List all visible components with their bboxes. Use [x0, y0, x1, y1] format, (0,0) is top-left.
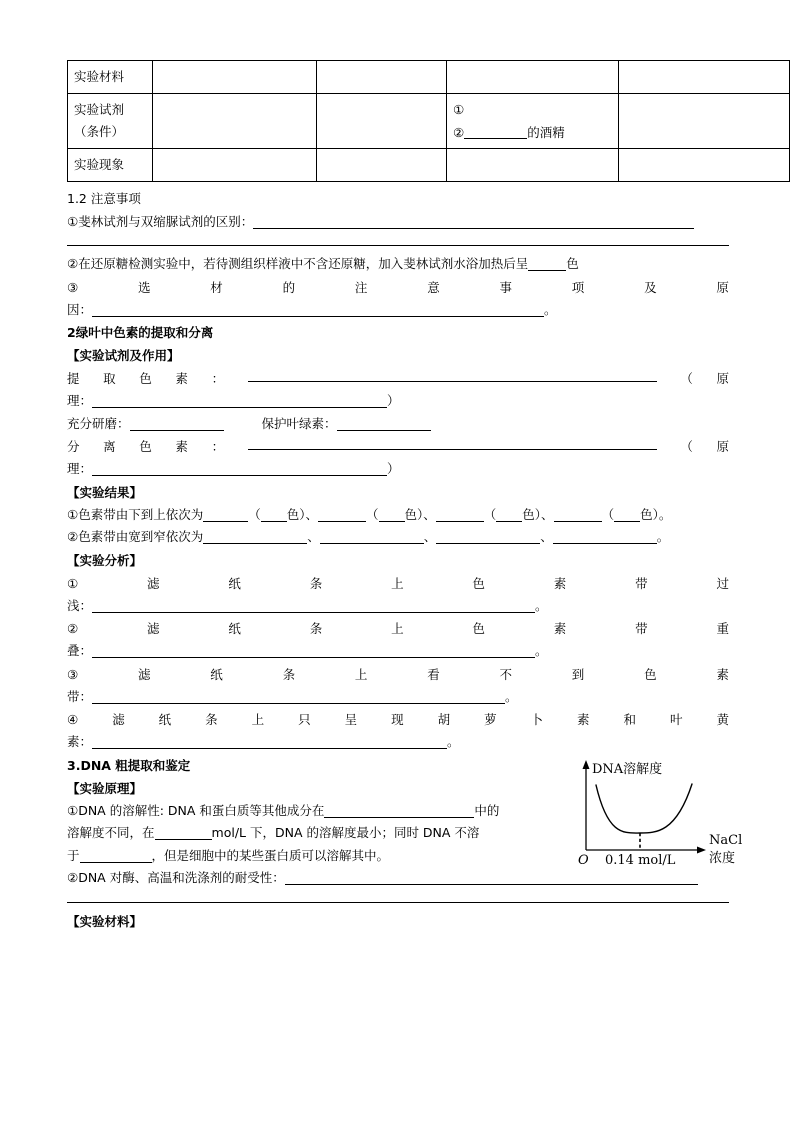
analysis-item-4-continued [67, 731, 729, 754]
notes-item-1-label: ①斐林试剂与双缩脲试剂的区别： [67, 213, 254, 229]
table-cell-label-material [68, 61, 153, 94]
separate-paren-open: （ [680, 439, 693, 454]
analysis-4-char: 黄 [716, 712, 729, 727]
chart-x-label-line2: 浓度 [709, 850, 736, 866]
table-row [68, 61, 790, 94]
table-cell[interactable] [619, 149, 790, 182]
dna-principle-2a: 溶解度不同，在 [67, 825, 155, 840]
paren-open: （ [366, 506, 379, 522]
analysis-3-char: 滤 [138, 666, 151, 682]
result-1-prefix: ①色素带由下到上依次为 [67, 506, 204, 522]
separate-principle-label: 理： [67, 461, 93, 476]
dna-tolerance-blank[interactable] [285, 870, 698, 885]
paren-close-last: 色）。 [640, 506, 672, 522]
dna-solubility-svg [572, 754, 752, 866]
notes-item-3-end: 。 [544, 301, 557, 317]
table-row [68, 149, 790, 182]
analysis-1-char: 上 [391, 575, 404, 591]
table-cell-label-reagent [68, 94, 153, 149]
extract-pigment-row [67, 367, 729, 390]
dna-principle-4-label: ②DNA 对酶、高温和洗涤剂的耐受性： [67, 870, 285, 885]
analysis-4-cont-label: 素： [67, 734, 93, 749]
extract-pigment-blank[interactable] [248, 367, 657, 382]
analysis-3-char: 到 [571, 666, 585, 682]
extract-principle-close: ） [387, 393, 400, 408]
separate-pigment-row [67, 435, 729, 458]
notes-item-3 [67, 276, 729, 299]
notes-heading: 1.2 注意事项 [67, 191, 141, 206]
analysis-1-char: 过 [716, 575, 729, 591]
table-cell[interactable] [153, 149, 317, 182]
analysis-3-char: 看 [427, 666, 440, 682]
analysis-item-4 [67, 708, 729, 731]
analysis-item-3-continued [67, 686, 729, 709]
result-2-sep: 、 [540, 529, 553, 544]
separate-principle-row [67, 458, 729, 481]
result-2-end: 。 [656, 529, 670, 544]
analysis-2-char: ② [67, 621, 79, 636]
notes-item-1 [67, 211, 729, 234]
table-cell[interactable] [153, 94, 317, 149]
analysis-1-char: 色 [472, 575, 485, 591]
result-1-blank-3[interactable] [436, 507, 484, 522]
analysis-4-char: 素 [577, 712, 590, 727]
chart-y-arrow-icon [583, 760, 590, 769]
table-label-text: 实验现象 [74, 157, 125, 172]
result-1-blank-4[interactable] [554, 507, 602, 522]
dna-solvent-blank[interactable] [324, 803, 474, 818]
separate-label-char: 色 [139, 439, 152, 454]
extract-label-char: 色 [139, 371, 152, 386]
analysis-1-blank[interactable] [92, 598, 535, 613]
chart-x-arrow-icon [697, 846, 706, 853]
document-content [67, 60, 743, 933]
analysis-2-char: 重 [716, 621, 729, 636]
notes-item-2-text-a: ②在还原糖检测实验中，若待测组织样液中不含还原糖，加入斐林试剂水浴加热后呈 [67, 256, 529, 271]
section3-heading: 3.DNA 粗提取和鉴定 [67, 757, 191, 773]
analysis-3-cont-label: 带： [67, 688, 93, 704]
analysis-3-char: 不 [499, 666, 512, 682]
notes-item-3-char: 事 [499, 279, 512, 295]
table-label-text: 实验材料 [74, 69, 125, 84]
paren-close: 色）、 [522, 506, 554, 522]
table-cell[interactable] [317, 149, 447, 182]
extract-label-char: ： [211, 371, 225, 386]
section2-results-heading: 【实验结果】 [67, 484, 143, 500]
extract-principle-row [67, 390, 729, 413]
analysis-2-char: 纸 [228, 621, 241, 636]
notes-item-3-char: 原 [716, 279, 729, 295]
protect-blank[interactable] [337, 416, 431, 431]
paren-open: （ [483, 506, 497, 522]
protect-label: 保护叶绿素： [261, 415, 337, 431]
reagent-item-2-suffix: 的酒精 [527, 125, 565, 140]
analysis-2-cont-label: 叠： [67, 643, 93, 658]
chart-x-label-line1: NaCl [709, 832, 743, 848]
analysis-4-char: 叶 [670, 712, 683, 727]
notes-item-2-text-b: 色 [566, 256, 579, 271]
notes-item-3-char: 意 [427, 279, 440, 295]
analysis-3-end: 。 [505, 688, 518, 704]
analysis-item-2-continued [67, 640, 729, 663]
notes-item-2 [67, 253, 729, 276]
result-2-blank-1[interactable] [203, 529, 307, 544]
table-label-text-line1: 实验试剂 [74, 102, 125, 117]
extract-label-char: 取 [103, 371, 116, 386]
notes-item-3-cont-label: 因： [67, 301, 93, 317]
result-2-blank-4[interactable] [553, 529, 657, 544]
separate-label-char: ： [211, 439, 225, 454]
table-cell-label-phenomenon [68, 149, 153, 182]
analysis-4-char: 只 [298, 712, 311, 727]
result-1-color-blank-2[interactable] [379, 507, 405, 522]
analysis-1-char: 条 [309, 575, 323, 591]
result-2-blank-3[interactable] [436, 529, 540, 544]
analysis-4-char: 条 [205, 712, 218, 727]
section2-analysis-heading: 【实验分析】 [67, 552, 143, 568]
dna-solubility-chart [572, 754, 752, 866]
separate-label-char: 分 [67, 439, 80, 454]
chart-origin-label: O [578, 852, 589, 866]
analysis-3-char: 纸 [210, 666, 223, 682]
table-cell[interactable] [619, 94, 790, 149]
section2-reagents-heading: 【实验试剂及作用】 [67, 348, 180, 363]
analysis-3-char: ③ [67, 666, 79, 682]
analysis-4-char: 和 [623, 712, 637, 727]
table-cell[interactable] [317, 61, 447, 94]
result-1-color-blank-3[interactable] [496, 507, 522, 522]
section3-materials-heading: 【实验材料】 [67, 913, 143, 929]
analysis-1-end: 。 [535, 597, 548, 613]
extract-paren-open: （ [680, 371, 693, 386]
extract-principle-blank[interactable] [92, 393, 387, 408]
chart-curve [596, 784, 692, 833]
notes-item-3-continued [67, 299, 729, 322]
analysis-1-char: 带 [635, 575, 648, 591]
analysis-1-char: 滤 [147, 575, 160, 591]
dna-principle-2b: mol/L 下，DNA 的溶解度最小；同时 DNA 不溶 [211, 825, 480, 840]
result-1-blank-1[interactable] [203, 507, 248, 522]
separate-pigment-blank[interactable] [248, 435, 657, 450]
analysis-2-char: 色 [472, 621, 485, 636]
analysis-4-char: ④ [67, 712, 79, 727]
analysis-2-blank[interactable] [92, 643, 535, 658]
extract-principle-word: 原 [716, 371, 729, 386]
result-2-sep: 、 [307, 529, 320, 544]
analysis-3-char: 条 [282, 666, 296, 682]
dna-principle-1a: ①DNA 的溶解性: DNA 和蛋白质等其他成分在 [67, 802, 325, 818]
grind-blank[interactable] [130, 416, 224, 431]
notes-item-3-char: 的 [282, 279, 296, 295]
extract-label-char: 提 [67, 371, 80, 386]
chart-y-label: DNA溶解度 [592, 761, 663, 777]
table-cell[interactable] [447, 61, 619, 94]
dna-principle-1b: 中的 [474, 802, 500, 818]
notes-item-3-char: 材 [210, 279, 223, 295]
notes-item-3-char: 项 [571, 279, 585, 295]
paren-open: （ [248, 506, 261, 522]
grind-label: 充分研磨： [67, 415, 130, 431]
separate-principle-word: 原 [716, 439, 729, 454]
separate-label-char: 素 [175, 439, 188, 454]
result-2-sep: 、 [423, 529, 437, 544]
analysis-1-char: 素 [553, 575, 567, 591]
analysis-2-end: 。 [535, 643, 548, 658]
analysis-2-char: 上 [391, 621, 404, 636]
analysis-2-char: 带 [635, 621, 648, 636]
analysis-4-char: 萝 [484, 712, 497, 727]
paren-open: （ [601, 506, 615, 522]
section2-heading: 2绿叶中色素的提取和分离 [67, 325, 214, 340]
dna-concentration-blank[interactable] [155, 825, 212, 840]
table-cell[interactable] [317, 94, 447, 149]
separate-principle-close: ） [387, 461, 400, 476]
analysis-item-1 [67, 572, 729, 595]
analysis-3-char: 素 [716, 666, 729, 682]
section3-principle-heading: 【实验原理】 [67, 780, 143, 796]
analysis-4-char: 卜 [530, 712, 544, 727]
dna-insoluble-blank[interactable] [80, 848, 152, 863]
dna-principle-3b: ，但是细胞中的某些蛋白质可以溶解其中。 [151, 847, 390, 863]
notes-item-3-blank[interactable] [92, 302, 544, 317]
result-item-1 [67, 504, 729, 527]
notes-item-3-char: 注 [354, 279, 368, 295]
analysis-4-char: 纸 [158, 712, 172, 727]
result-2-prefix: ②色素带由宽到窄依次为 [67, 529, 204, 544]
analysis-4-char: 滤 [112, 712, 125, 727]
analysis-3-char: 色 [644, 666, 657, 682]
reagent-item-2 [453, 121, 613, 144]
analysis-4-char: 呈 [344, 712, 358, 727]
analysis-1-cont-label: 浅： [67, 597, 93, 613]
result-1-blank-2[interactable] [318, 507, 366, 522]
paren-close: 色）、 [404, 506, 436, 522]
analysis-item-2 [67, 617, 729, 640]
analysis-4-blank[interactable] [92, 734, 447, 749]
analysis-1-char: ① [67, 575, 79, 591]
experiment-table [67, 60, 790, 182]
table-cell[interactable] [153, 61, 317, 94]
table-cell[interactable] [447, 149, 619, 182]
result-1-color-blank-4[interactable] [614, 507, 640, 522]
analysis-item-1-continued [67, 595, 729, 618]
reagent-item-1: ① [453, 102, 465, 117]
separate-principle-blank[interactable] [92, 461, 387, 476]
notes-item-2-blank[interactable] [528, 256, 566, 271]
reagent-item-2-prefix: ② [453, 125, 465, 140]
analysis-3-blank[interactable] [92, 689, 505, 704]
analysis-2-char: 素 [553, 621, 567, 636]
analysis-3-char: 上 [354, 666, 368, 682]
notes-item-3-char: 及 [644, 279, 657, 295]
analysis-4-char: 现 [391, 712, 404, 727]
reagent-blank[interactable] [464, 125, 527, 139]
table-cell[interactable] [619, 61, 790, 94]
extract-label-char: 素 [175, 371, 188, 386]
analysis-2-char: 滤 [147, 621, 160, 636]
separate-label-char: 离 [103, 439, 116, 454]
notes-item-1-blank[interactable] [253, 214, 694, 229]
notes-item-3-char: 选 [138, 279, 151, 295]
paren-close: 色）、 [286, 506, 318, 522]
notes-item-3-char: ③ [67, 279, 79, 295]
analysis-item-3 [67, 663, 729, 686]
result-2-blank-2[interactable] [320, 529, 424, 544]
table-label-text-line2: （条件） [74, 124, 125, 139]
dna-principle-line-4 [67, 867, 729, 890]
grind-protect-row [67, 413, 729, 436]
analysis-4-end: 。 [447, 734, 460, 749]
result-1-color-blank-1[interactable] [261, 507, 287, 522]
analysis-4-char: 胡 [437, 712, 451, 727]
analysis-1-char: 纸 [228, 575, 241, 591]
dna-principle-3a: 于 [67, 847, 80, 863]
analysis-4-char: 上 [251, 712, 265, 727]
chart-annotation-label: 0.14 mol/L [605, 852, 676, 866]
table-cell-reagent-detail[interactable] [447, 94, 619, 149]
extract-principle-label: 理： [67, 393, 93, 408]
analysis-2-char: 条 [309, 621, 323, 636]
result-item-2 [67, 526, 729, 549]
table-row [68, 94, 790, 149]
